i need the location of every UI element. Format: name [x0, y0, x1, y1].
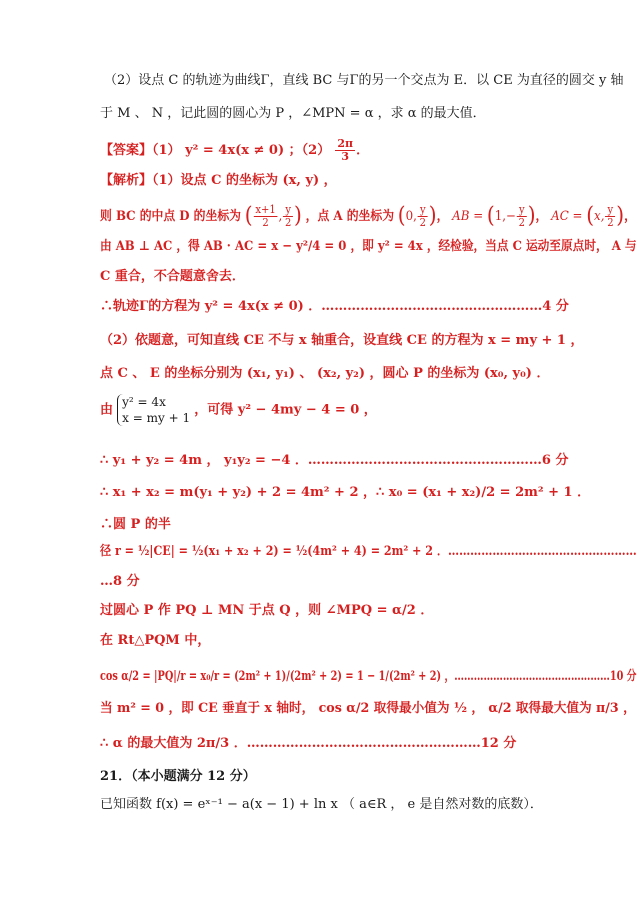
- analysis-l8a: 由: [100, 402, 114, 418]
- analysis-line4: C 重合，不合题意舍去．: [100, 269, 245, 284]
- q21-title: 21．（本小题满分 12 分）: [100, 769, 256, 784]
- q2-intro-line2: 于 M 、 N ，记此圆的圆心为 P ，∠MPN = α ，求 α 的最大值．: [100, 106, 486, 121]
- answer-end: ．: [356, 143, 370, 158]
- analysis-l1: （1）设点 C 的坐标为 (x, y) ，: [152, 173, 337, 188]
- analysis-line14: 过圆心 P 作 PQ ⊥ MN 于点 Q ，则 ∠MPQ = α/2 ．: [100, 603, 434, 618]
- analysis-line18: ∴ α 的最大值为 2π/3 ．………………………………………………12 分: [100, 736, 517, 751]
- analysis-line5: ∴轨迹Γ的方程为 y² = 4x(x ≠ 0) ．……………………………………………4 分: [100, 299, 569, 314]
- analysis-line3: 由 AB ⊥ AC ，得 AB · AC = x − y²/4 = 0 ，即 y² = 4x ，经检验，当点 C 运动至原点时， A 与: [100, 239, 637, 254]
- analysis-line17: 当 m² = 0 ，即 CE 垂直于 x 轴时， cos α/2 取得最小值为 ½ ， α/2 取得最大值为 π/3 ，: [100, 701, 636, 716]
- analysis-line13: …8 分: [100, 574, 140, 589]
- answer-frac-den: 3: [341, 150, 350, 163]
- equation-system: [117, 394, 190, 426]
- answer-line: [100, 138, 369, 163]
- analysis-l2a: 则 BC 的中点 D 的坐标为: [100, 209, 242, 224]
- analysis-line1: [100, 172, 337, 190]
- analysis-line15: 在 Rt△PQM 中，: [100, 633, 211, 648]
- q21-text: 已知函数 f(x) = eˣ⁻¹ − a(x − 1) + ln x （ a∈R ， e 是自然对数的底数）．: [100, 797, 543, 812]
- analysis-line12: 径 r = ½|CE| = ½(x₁ + x₂ + 2) = ½(4m² + 4) = 2m² + 2 ．……………………………………………: [100, 544, 637, 559]
- answer-frac-num: 2π: [337, 137, 354, 150]
- analysis-line10: ∴ x₁ + x₂ = m(y₁ + y₂) + 2 = 4m² + 2 ，∴ x₀ = (x₁ + x₂)/2 = 2m² + 1 ．: [100, 485, 591, 500]
- answer-part1: （1） y² = 4x(x ≠ 0) ；（2）: [152, 143, 331, 158]
- analysis-line2: 则 BC 的中点 D 的坐标为 ( $\frac{x+1}{2}$ , $\frac{y}{2}$ ) ，点 A 的坐标为 (0, $\frac{y}{2}$ )， AB = (1,− $\frac{y}{2}$ )， AC = (x, $\frac{y}{2}$ )，: [100, 203, 636, 229]
- analysis-line16: cos α/2 = |PQ|/r = x₀/r = (2m² + 1)/(2m² + 2) = 1 − 1/(2m² + 2) ，…………………………………………10 分: [100, 669, 637, 684]
- q2-intro-line1: （2）设点 C 的轨迹为曲线Γ，直线 BC 与Γ的另一个交点为 E．以 CE 为直径的圆交 y 轴: [104, 73, 624, 88]
- analysis-l2b: ，点 A 的坐标为: [305, 209, 395, 224]
- system-eq1: y² = 4x: [122, 395, 166, 409]
- analysis-line8: [100, 394, 377, 426]
- midpoint-x-frac: $\frac{x+1}{2}$: [255, 203, 276, 229]
- system-eq2: x = my + 1: [122, 411, 191, 425]
- analysis-label: 【解析】: [100, 173, 153, 188]
- midpoint-y-frac: $\frac{y}{2}$: [284, 203, 292, 229]
- analysis-l2c: ，: [624, 209, 636, 224]
- analysis-line6: （2）依题意，可知直线 CE 不与 x 轴重合，设直线 CE 的方程为 x = my + 1 ，: [100, 333, 584, 348]
- analysis-line11: ∴圆 P 的半: [100, 517, 171, 532]
- answer-fraction: [335, 138, 355, 163]
- analysis-line7: 点 C 、 E 的坐标分别为 (x₁, y₁) 、 (x₂, y₂) ，圆心 P 的坐标为 (x₀, y₀) ．: [100, 366, 550, 381]
- analysis-line9: ∴ y₁ + y₂ = 4m ， y₁y₂ = −4 ．………………………………………………6 分: [100, 453, 569, 468]
- answer-label: 【答案】: [100, 143, 153, 158]
- analysis-l8b: ，可得 y² − 4my − 4 = 0 ，: [194, 402, 377, 418]
